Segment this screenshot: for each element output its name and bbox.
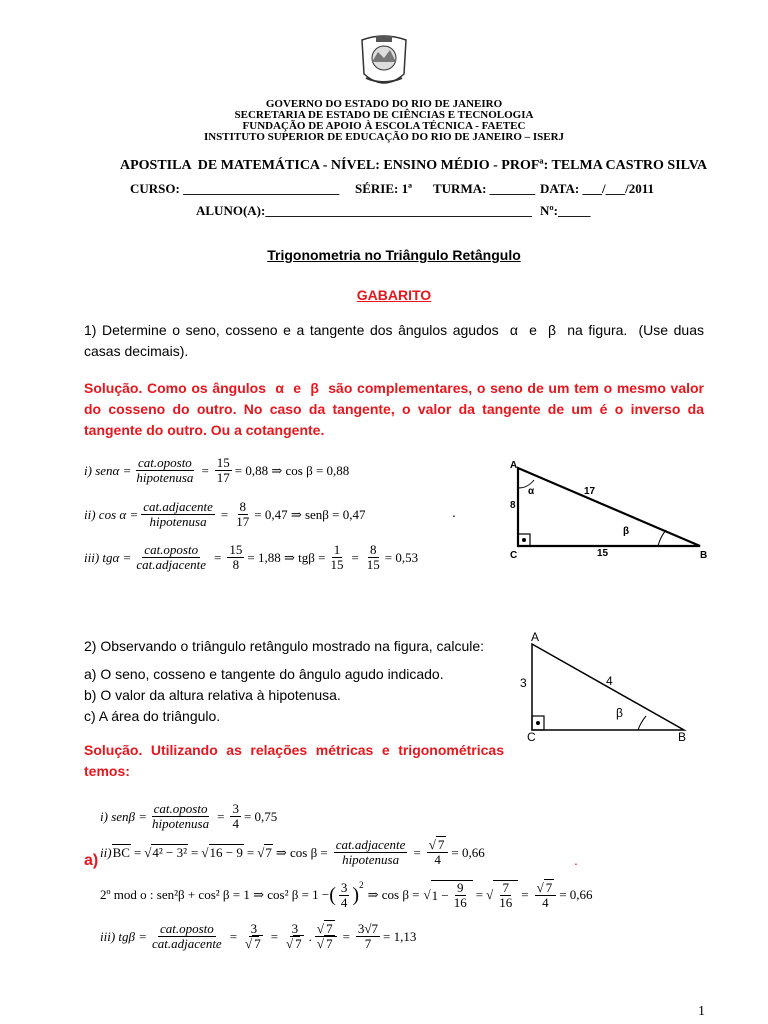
fig1-side-cb: 15 [597, 548, 609, 559]
fig2-label-a: A [531, 630, 540, 644]
q2-equation-i: i) senβ = $\frac{\text{cat.oposto}}{\text{hipotenusa}}$ = $\frac{3}{4}$ = 0,75 [100, 801, 278, 831]
field-numero: Nº:_____ [540, 203, 591, 218]
field-serie: SÉRIE: 1ª [355, 181, 412, 196]
fig2-side-ac: 3 [520, 676, 527, 690]
header-line-1: GOVERNO DO ESTADO DO RIO DE JANEIRO [265, 98, 503, 110]
fig1-side-ab: 17 [584, 486, 596, 497]
page-number: 1 [698, 1004, 705, 1019]
fig1-side-ac: 8 [510, 500, 516, 511]
field-data: DATA: ___/___/2011 [540, 181, 654, 196]
fig1-label-a: A [510, 460, 518, 471]
triangle-figure-1 [500, 458, 722, 566]
fig2-beta: β [616, 706, 623, 720]
question-2-a: a) O seno, cosseno e tangente do ângulo agudo indicado. [84, 666, 444, 682]
q1-dot: . [452, 504, 456, 520]
field-turma: TURMA: _______ [433, 181, 536, 196]
fig2-label-c: C [527, 730, 536, 744]
q2-equation-iii: iii) tgβ = $\frac{\text{cat.oposto}}{\text{cat.adjacente}}$ = $\frac{3}{√ 7}$ = $\frac{3}{√ 7}$ . $\frac{√ 7}{√ 7}$ = $\frac{3√7}{7}$ = 1,13 [100, 921, 417, 951]
fig2-side-ab: 4 [606, 674, 613, 688]
q2-equation-second-mode: 2º mod o : sen²β + cos² β = 1 ⇒ cos² β = 1 − ( $\frac{3}{4}$ ) 2 ⇒ cos β = √ 1 − $\frac{9}{16}$ = √ $\frac{7}{16}$ = $\frac{√ 7}{4}$ = 0,66 [100, 879, 593, 910]
field-aluno: ALUNO(A):_________________________________________ [196, 203, 532, 218]
fig1-label-b: B [700, 550, 708, 561]
state-seal [358, 34, 410, 94]
header-line-3: FUNDAÇÃO DE APOIO À ESCOLA TÉCNICA - FAETEC [242, 120, 526, 132]
q1-equation-i: i) senα = $\frac{\text{cat.oposto}}{\text{hipotenusa}}$ = $\frac{15}{17}$ = 0,88 ⇒ cos β = 0,88 [84, 455, 350, 485]
gabarito-heading: GABARITO [356, 287, 432, 303]
fig1-beta: β [623, 526, 630, 537]
q2-equation-ii: ii) BC = √ 4² − 3² = √ 16 − 9 = √ 7 ⇒ cos β = $\frac{\text{cat.adjacente}}{\text{hipotenusa}}$ = $\frac{√ 7}{4}$ = 0,66 [100, 837, 485, 867]
fig2-label-b: B [678, 730, 687, 744]
question-2-text: 2) Observando o triângulo retângulo mostrado na figura, calcule: [84, 638, 485, 654]
header-line-4: INSTITUTO SUPERIOR DE EDUCAÇÃO DO RIO DE JANEIRO – ISERJ [203, 131, 565, 143]
question-2-b: b) O valor da altura relativa à hipotenusa. [84, 687, 341, 703]
field-curso: CURSO: ________________________ [130, 181, 340, 196]
q2-dot: . [574, 852, 578, 868]
question-1-text: 1) Determine o seno, cosseno e a tangente dos ângulos agudos α e β na figura. (Use duas casas decimais). [84, 322, 708, 359]
question-2-c: c) A área do triângulo. [84, 708, 221, 724]
question-1-solution: Solução. Como os ângulos α e β são complementares, o seno de um tem o mesmo valor do cosseno do outro. No caso da tangente, o valor da tangente de um é o inverso da tangente do outro. Ou a cotangente. [84, 380, 708, 438]
question-2-solution: Solução. Utilizando as relações métricas e trigonométricas temos: [84, 742, 508, 779]
fig1-alpha: α [528, 486, 535, 497]
q1-equation-iii: iii) tgα = $\frac{\text{cat.oposto}}{\text{cat.adjacente}}$ = $\frac{15}{8}$ = 1,88 ⇒ tgβ = $\frac{1}{15}$ = $\frac{8}{15}$ = 0,53 [84, 542, 419, 572]
page-title: Trigonometria no Triângulo Retângulo [267, 247, 521, 263]
q2-a-label: a) [84, 852, 99, 869]
q1-equation-ii: ii) cos α = $\frac{\text{cat.adjacente}}{\text{hipotenusa}}$ = $\frac{8}{17}$ = 0,47 ⇒ senβ = 0,47 [84, 499, 366, 529]
apostila-title: APOSTILA DE MATEMÁTICA - NÍVEL: ENSINO MÉDIO - PROFª: TELMA CASTRO SILVA [120, 158, 708, 173]
header-line-2: SECRETARIA DE ESTADO DE CIÊNCIAS E TECNOLOGIA [234, 109, 534, 121]
fig1-label-c: C [510, 550, 518, 561]
